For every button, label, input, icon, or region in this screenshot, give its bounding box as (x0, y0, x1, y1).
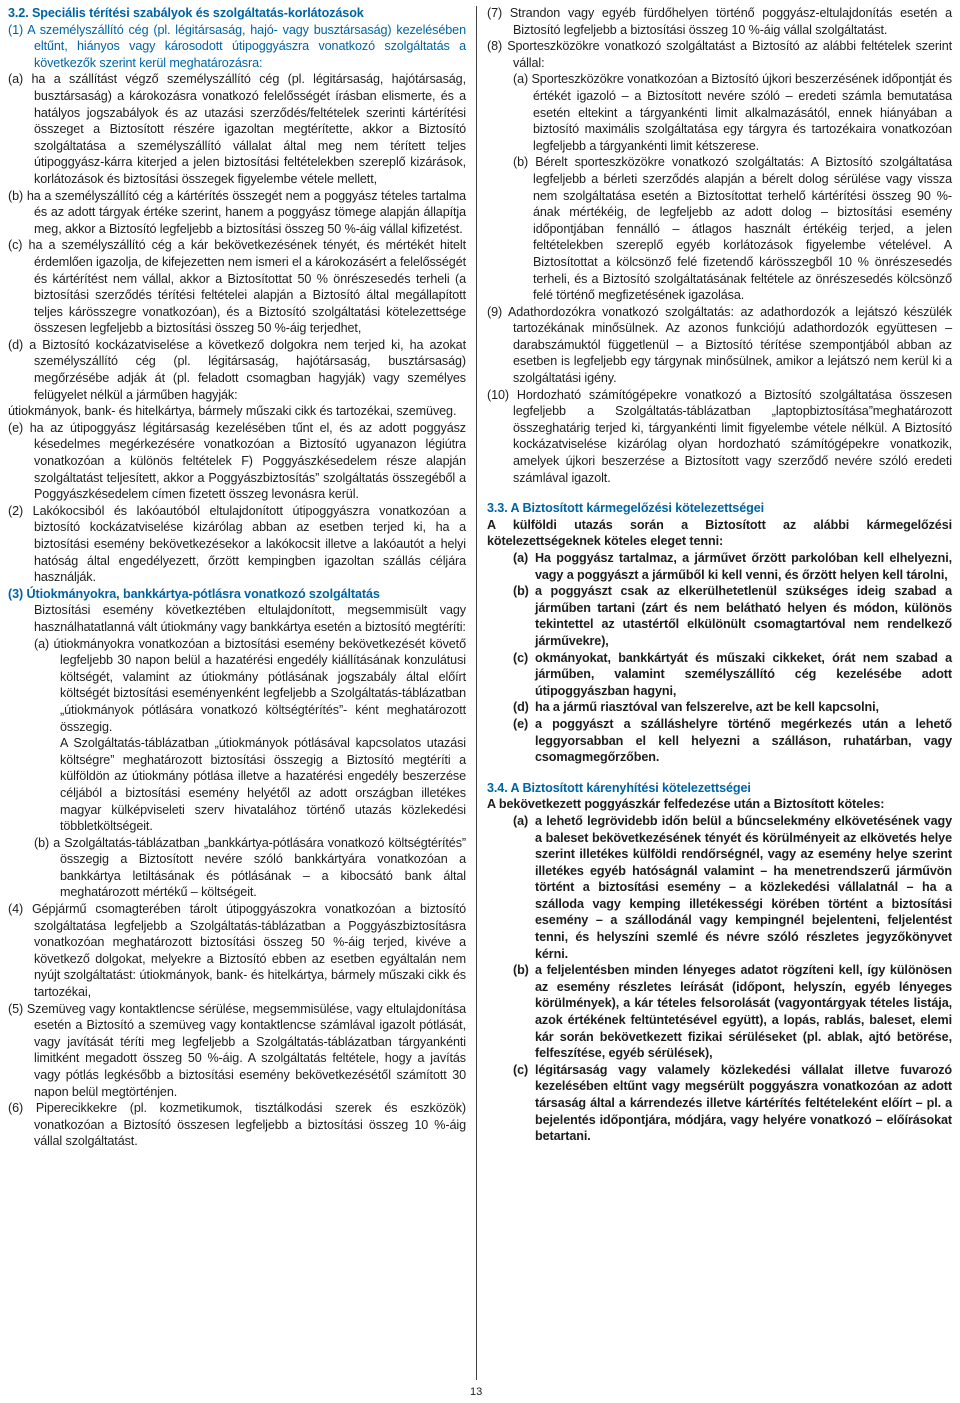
list-item-label: (b) (513, 963, 529, 978)
mitigation-item (487, 813, 952, 962)
section-3-4-list (487, 813, 952, 1145)
paragraph-10: (10) Hordozható számítógépekre vonatkozó a Biztosító szolgáltatása összesen legfeljebb a Szolgáltatás-táblázatban „laptopbiztosítása”meghatározott összeghatárig terjed ki, tárgyankénti limit figyelembe vétele nélkül. A Biztosító kockázatviselése kizárólag olyan hordozható számítógépekre vonatkozik, amelyek újkori beszerzése a Biztosított vagy szerződő nevére szóló eredeti számlával igazolt. (487, 387, 952, 485)
paragraph-3a-2: A Szolgáltatás-táblázatban „útiokmányok pótlásával kapcsolatos utazási költségre” meghatározott biztosítási összegig a Biztosító megtéríti a külföldön az útiokmány pótlása illetve a hazatérési engedély beszerzése céljából a biztosítási esemény helyétől az adott országban illetékes magyar külképviseleti szerv hivatalához történő utazás közlekedési többletköltségeit. (60, 736, 466, 834)
right-column (487, 5, 952, 1145)
section-heading-3-4: 3.4. A Biztosított kárenyhítési kötelezettségei (487, 780, 751, 795)
paragraph-1d-list: útiokmányok, bank- és hitelkártya, bármely műszaki cikk és tartozékai, szemüveg. (8, 404, 457, 419)
list-item-text: ha a jármű riasztóval van felszerelve, azt be kell kapcsolni, (535, 700, 879, 715)
list-item-label: (e) (513, 716, 529, 731)
prevention-item (487, 550, 952, 583)
mitigation-item (487, 962, 952, 1062)
paragraph-1e: (e) ha az útipoggyász légitársaság kezelésében tűnt el, és az adott poggyász késedelmes megérkezésére vonatkozóan a Biztosító ugyanazon légiútra vonatkozóan a különös feltételek F) Poggyászkésedelem része alapján szolgáltatást teljesített, akkor a Poggyászbiztosítás” szolgáltatás összegéből a Poggyászkésedelem címen fizetett összeg levonásra kerül. (8, 420, 466, 502)
paragraph-8b: (b) Bérelt sporteszközökre vonatkozó szolgáltatás: A Biztosító szolgáltatása legfeljebb a bérleti szerződés alapján a bérelt dolog sérülése vagy vissza nem szolgáltatása esetén a Biztosítottat terhelő kártérítési összeg 90 %-ának mértékéig, de legfeljebb az adott dolog – biztosítási esemény időpontjában fennálló – átlagos használt értékéig terjed, a jelen feltételekben szereplő egyéb korlátozások figyelembe vételével. A Biztosítottat a kölcsönző felé fizetendő kárösszegből 10 % önrészesedés terheli, és a Biztosító szolgáltatásának feltétele az önrészesedés kölcsönző felé történő megfizetésének igazolása. (513, 155, 952, 303)
page-number: 13 (470, 1386, 483, 1398)
section-heading-3-3: 3.3. A Biztosított kármegelőzési kötelezettségei (487, 501, 765, 516)
prevention-item (487, 699, 952, 716)
paragraph-1d: (d) a Biztosító kockázatviselése a következő dolgokra nem terjed ki, ha azokat személyszállító cég (pl. légitársaság, hajótársaság, busztársaság) megőrzésébe adják át (pl. feladott csomagban hagyják) vagy személyes felügyelet nélkül a járműben hagyják: (8, 337, 466, 402)
section-3-3-list (487, 550, 952, 766)
prevention-item (487, 583, 952, 649)
paragraph-3b: (b) a Szolgáltatás-táblázatban „bankkártya-pótlására vonatkozó költségtérítés” összegig a Biztosított nevére szóló bankkártyára vonatkozóan a bankkártya letiltásának és pótlásának – a kibocsátó bank által meghatározott mértékű – költségeit. (34, 835, 466, 900)
list-item-text: a lehető legrövidebb időn belül a bűncselekmény elkövetésének vagy a baleset bekövetkezésének tényét és körülményeit az elkövetés helye szerint illetékes külföldi rendőrségnél, vagy az esemény helye szerint illetékes egyéb hatóságnál valamint – ha menetrendszerű járművön történt a biztosítási esemény – a közlekedési vállalatnál – ha a szálloda vagy kemping illetékességi körében történt a biztosítási esemény – a szállodánál vagy kempingnél bejelenteni, feljelentést tenni, és helyszíni szemlé és névre szóló részletes jegyzőkönyvet kérni. (535, 813, 952, 961)
list-item-label: (b) (513, 584, 529, 599)
left-column (8, 5, 466, 1150)
prevention-item (487, 650, 952, 700)
paragraph-2: (2) Lakókocsiból és lakóautóból eltulajdonított útipoggyászra vonatkozóan a biztosító kockázatviselése kizárólag abban az esetben terjed ki, ha a biztosítási esemény bekövetkezésekor a lakókocsit illetve a lakóautót a helyi hatóság által engedélyezett, őrzött kempingben igazoltan szállás céljára használják. (8, 503, 466, 585)
paragraph-1c: (c) ha a személyszállító cég a kár bekövetkezésének tényét, és mértékét hitelt érdemlően igazolja, de kifejezetten nem ismeri el a károkozásért a felelősségét és kártérítést nem vállal, akkor a Biztosítottat 50 % önrészesedés terheli (a biztosítási szerződés térítési feltételei alapján a Biztosító által megállapított teljes kárösszegre vonatkozóan), és a Biztosító szolgáltatási kötelezettsége összesen legfeljebb a biztosítási összeg 50 %-áig terjedhet, (8, 238, 466, 336)
list-item-text: okmányokat, bankkártyát és műszaki cikkeket, órát nem szabad a járműben, valamint személyszállító cég kezelésébe adott útipoggyászban hagyni, (535, 650, 952, 698)
paragraph-1: (1) A személyszállító cég (pl. légitársaság, hajó- vagy busztársaság) kezelésében eltűnt, hiányos vagy károsodott útipoggyászra vonatkozó szolgáltatás a következők szerint kerül meghatározásra: (8, 22, 466, 70)
section-3-4-intro: A bekövetkezett poggyászkár felfedezése után a Biztosított köteles: (487, 797, 885, 812)
paragraph-7: (7) Strandon vagy egyéb fürdőhelyen történő poggyász-eltulajdonítás esetén a Biztosító legfeljebb a biztosítási összeg 10 %-áig vállal szolgáltatást. (487, 6, 952, 37)
paragraph-9: (9) Adathordozókra vonatkozó szolgáltatás: az adathordozók a lejátszó készülék tartozékának minősülnek. Az azonos funkciójú adathordozók együttesen – darabszámuktól függetlenül – a Biztosító térítése szempontjából abban az esetben is legfeljebb egy tárgynak minősülnek, amikor a lejátszó nem kerül ki a szolgáltatási igény. (487, 304, 952, 386)
paragraph-1a: (a) ha a szállítást végző személyszállító cég (pl. légitársaság, hajótársaság, busztársaság) a károkozásra vonatkozó felelősségét írásban elismerte, és a hatályos jogszabályok és az utazási szerződés/feltételek szerinti kártérítési összeget a Biztosított részére igazoltan megtérítette, akkor a Biztosító szolgáltatása a személyszállító vállalat által meg nem térített teljes útipoggyász-kárra kiterjed a jelen biztosítási feltételekben szereplő kizárások, korlátozások és biztosítási összegek figyelembe vétele mellett, (8, 72, 466, 186)
list-item-label: (a) (513, 551, 529, 565)
paragraph-3-title: (3) Útiokmányokra, bankkártya-pótlásra vonatkozó szolgáltatás (8, 586, 380, 601)
section-heading-3-2: 3.2. Speciális térítési szabályok és szolgáltatás-korlátozások (8, 6, 364, 20)
section-3-3-intro: A külföldi utazás során a Biztosított az alábbi kármegelőzési kötelezettségeknek köteles eleget tenni: (487, 517, 952, 549)
paragraph-8: (8) Sporteszközökre vonatkozó szolgáltatást a Biztosító az alábbi feltételek szerint vállal: (487, 39, 952, 70)
list-item-text: a feljelentésben minden lényeges adatot rögzíteni kell, így különösen az esemény részletes leírását (időpont, helyszín, egyéb lényeges körülmények), a kár tételes felsorolását (vagyontárgyak tételes listája, azok értékének feltüntetésével együtt), a lopás, rablás, baleset, elemi kár során bekövetkezett fizikai sérüléseket (pl. ablak, ajtó betörése, felfeszítése, egyéb sérülések), (535, 963, 952, 1061)
list-item-label: (d) (513, 700, 529, 715)
list-item-text: légitársaság vagy valamely közlekedési vállalat illetve fuvarozó kezelésében eltűnt vagy megsérült poggyászra vonatkozóan az adott társaság által a kárrendezés illetve kártérítés feltételeként előírt – pl. a bejelentés időpontjára, módjára, vagy helyére vonatkozó – előírásokat betartani. (535, 1062, 952, 1144)
paragraph-8a: (a) Sporteszközökre vonatkozóan a Biztosító újkori beszerzésének időpontját és értékét igazoló – a Biztosított nevére szóló – eredeti számla bemutatása esetén eltekint a tárgyankénti limit alkalmazásától, ennek hiányában a biztosító maximális szolgáltatása egy tárgyra és tartozékaira vonatkozóan legfeljebb a tárgyankénti limit kétszerese. (513, 72, 952, 153)
mitigation-item (487, 1062, 952, 1145)
list-item-text: a poggyászt a szálláshelyre történő megérkezés után a lehető leggyorsabban el kell helyezni a szálláson, ruhatárban, vagy csomagmegőrzőben. (535, 716, 952, 765)
column-divider (476, 6, 477, 1380)
paragraph-3a: (a) útiokmányokra vonatkozóan a biztosítási esemény bekövetkezését követő legfeljebb 30 napon belül a hazatérési engedély kiállításának konzulátusi költségét, valamint az útiokmány pótlásának jogszabály által előírt költségét biztosítási eseményenként legfeljebb a Szolgáltatás-táblázatban „útiokmányok pótlására vonatkozó költségtérítés”- ként meghatározott összegig. (34, 636, 466, 734)
prevention-item (487, 716, 952, 766)
list-item-label: (c) (513, 650, 529, 665)
paragraph-1b: (b) ha a személyszállító cég a kártérítés összegét nem a poggyász tételes tartalma és az adott tárgyak értéke szerint, hanem a poggyász tömege alapján állapítja meg, akkor a Biztosító legfeljebb a biztosítási összeg 50 %-áig vállal kifizetést. (8, 188, 466, 236)
paragraph-5: (5) Szemüveg vagy kontaktlencse sérülése, megsemmisülése, vagy eltulajdonítása esetén a Biztosító a szemüveg vagy kontaktlencse számlával igazolt pótlását, vagy javítását téríti meg legfeljebb a Szolgáltatás-táblázatban tárgyankénti limitként megadott összeg 50 %-áig. A szolgáltatás feltétele, hogy a javítás vagy pótlás legkésőbb a biztosítási esemény bekövetkezésétől számított 30 napon belül megtörténjen. (8, 1001, 466, 1099)
list-item-text: Ha poggyász tartalmaz, a járművet őrzött parkolóban kell elhelyezni, vagy a poggyászt a járműből ki kell venni, és őrzött helyen kell tárolni, (535, 551, 952, 582)
paragraph-3-intro: Biztosítási esemény következtében eltulajdonított, megsemmisült vagy használhatatlanná vált útiokmány vagy bankkártya esetén a biztosító megtéríti: (34, 603, 466, 634)
paragraph-4: (4) Gépjármű csomagterében tárolt útipoggyászokra vonatkozóan a biztosító szolgáltatása legfeljebb a Szolgáltatás-táblázatban a Poggyászbiztosításra vonatkozóan meghatározott biztosítási összeg 50 %-áig terjed, kivéve a következő dolgokat, melyekre a Biztosító ebben az esetben egyáltalán nem nyújt szolgáltatást: útiokmányok, bank- és hitelkártya, bármely műszaki cikk és tartozékai, (8, 902, 466, 1000)
list-item-text: a poggyászt csak az elkerülhetetlenül szükséges ideig szabad a járműben tartani (zárt és nem belátható helyen és módon, különös tekintettel az utastértől elkülönült csomagtartóval nem rendelkező járművekre), (535, 584, 952, 648)
list-item-label: (a) (513, 813, 529, 828)
paragraph-6: (6) Piperecikkekre (pl. kozmetikumok, tisztálkodási szerek és eszközök) vonatkozóan a Biztosító összesen legfeljebb a biztosítási összeg 10 %-áig vállal szolgáltatást. (8, 1101, 466, 1149)
list-item-label: (c) (513, 1062, 529, 1077)
